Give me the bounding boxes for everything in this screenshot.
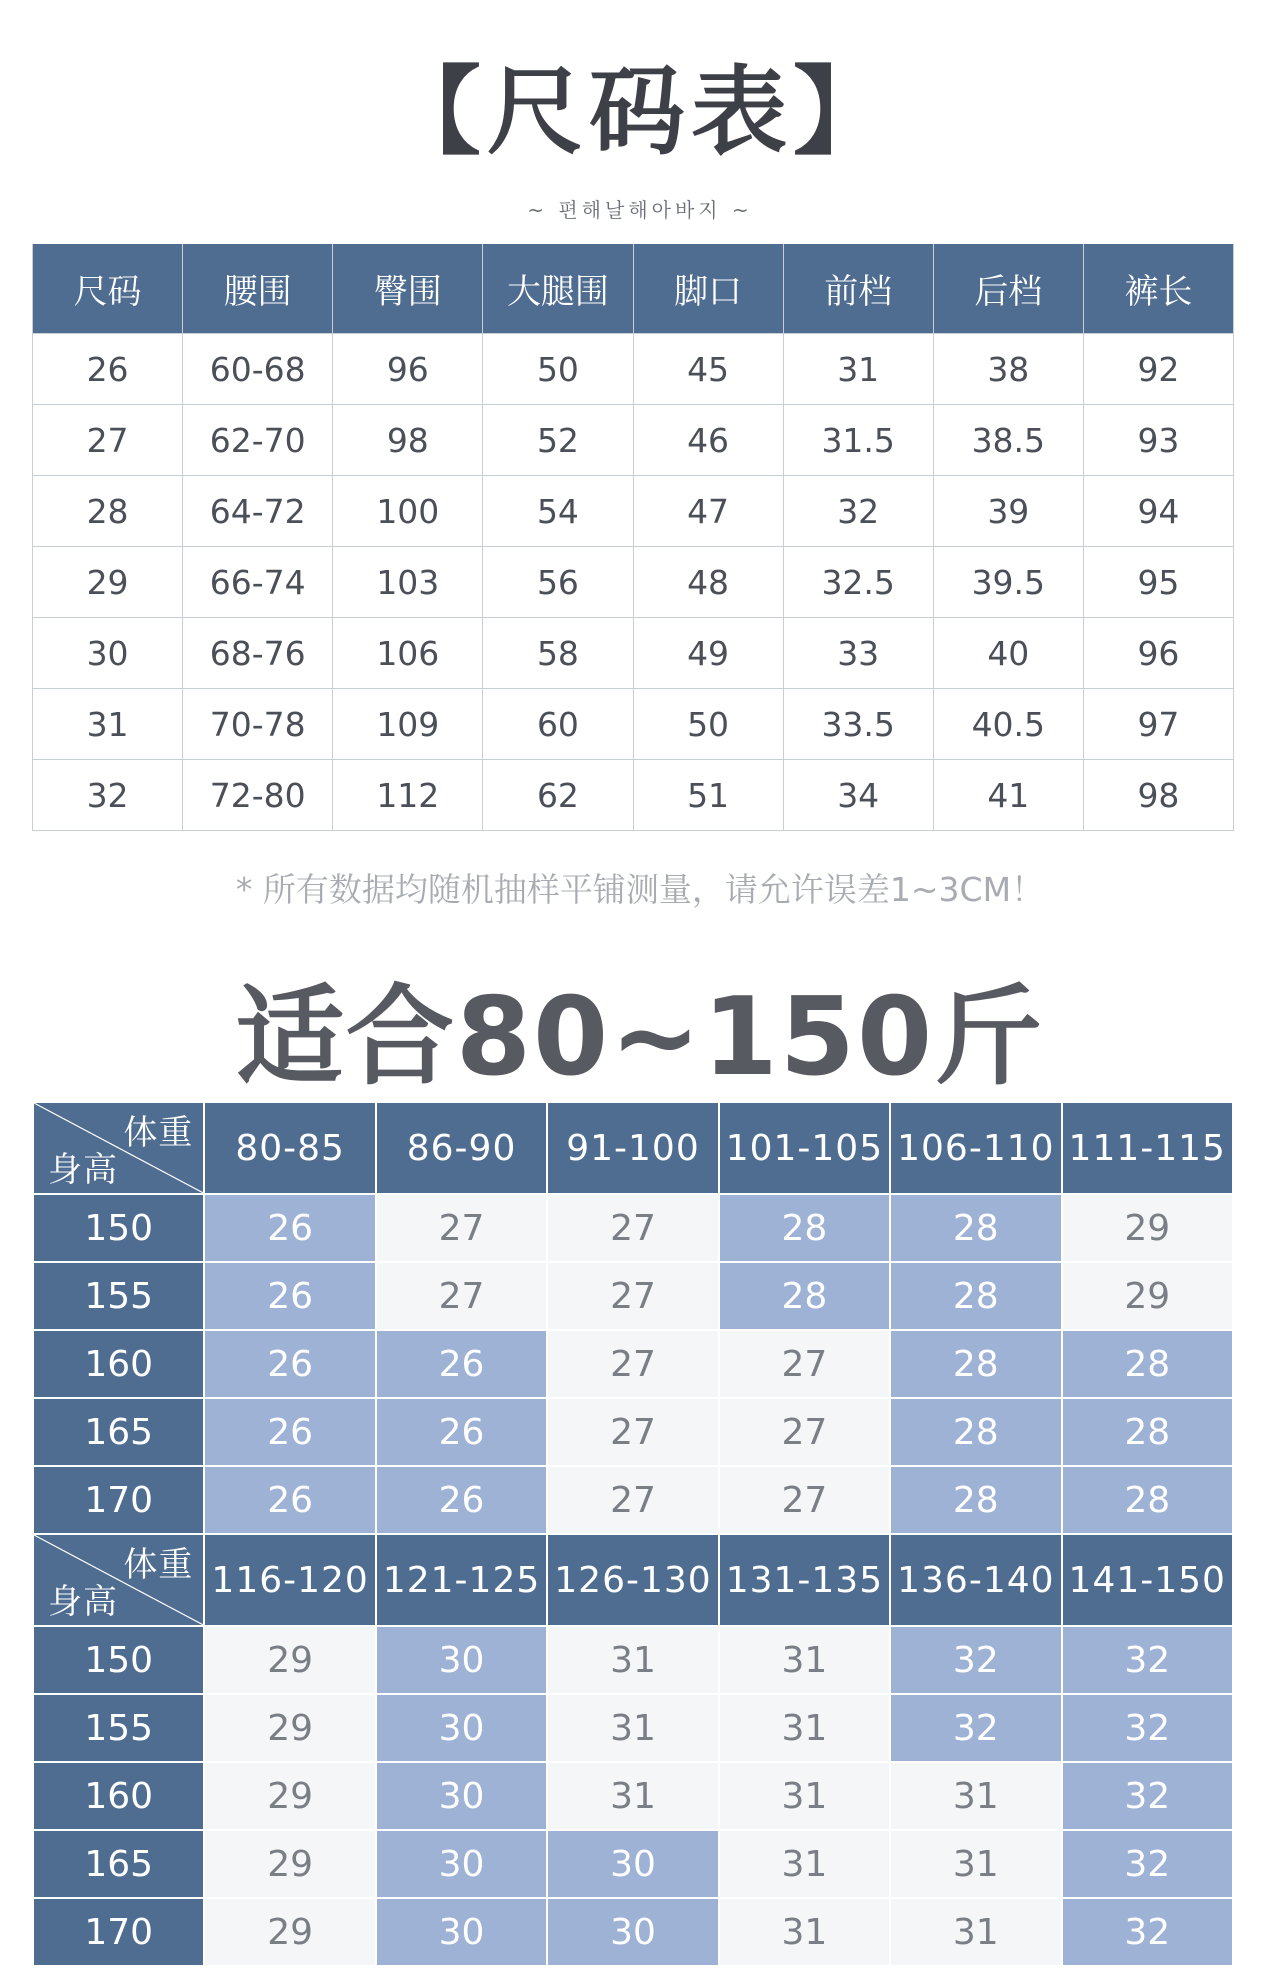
table-row (33, 1466, 1233, 1534)
recommended-size-cell: 28 (890, 1466, 1061, 1534)
recommended-size-cell: 28 (719, 1194, 890, 1262)
recommended-size-cell: 27 (547, 1262, 718, 1330)
table-cell: 50 (633, 689, 783, 760)
table-cell: 106 (333, 618, 483, 689)
table-cell: 96 (333, 334, 483, 405)
recommended-size-cell: 31 (719, 1830, 890, 1898)
table-row (33, 689, 1234, 760)
table-cell: 39 (933, 476, 1083, 547)
header-cell: 臀围 (333, 244, 483, 334)
header-cell: 裤长 (1083, 244, 1233, 334)
recommended-size-cell: 27 (719, 1330, 890, 1398)
recommended-size-cell: 32 (1062, 1830, 1233, 1898)
page-subtitle: ~ 편해날해아바지 ~ (527, 198, 753, 222)
recommended-size-cell: 29 (204, 1762, 375, 1830)
table-cell: 31 (33, 689, 183, 760)
recommended-size-cell: 27 (547, 1398, 718, 1466)
table-cell: 47 (633, 476, 783, 547)
recommended-size-cell: 27 (547, 1466, 718, 1534)
recommended-size-cell: 27 (547, 1330, 718, 1398)
recommended-size-cell: 32 (1062, 1626, 1233, 1694)
recommended-size-cell: 29 (204, 1694, 375, 1762)
table-cell: 41 (933, 760, 1083, 831)
recommended-size-cell: 30 (376, 1898, 547, 1966)
table-cell: 33.5 (783, 689, 933, 760)
recommended-size-cell: 26 (376, 1330, 547, 1398)
weight-range-header: 86-90 (376, 1102, 547, 1194)
table-cell: 49 (633, 618, 783, 689)
table-cell: 46 (633, 405, 783, 476)
recommended-size-cell: 30 (376, 1830, 547, 1898)
table-cell: 58 (483, 618, 633, 689)
recommended-size-cell: 32 (1062, 1694, 1233, 1762)
recommended-size-cell: 27 (376, 1194, 547, 1262)
height-row-header: 155 (33, 1262, 204, 1330)
measurement-note: * 所有数据均随机抽样平铺测量，请允许误差1~3CM！ (235, 870, 1045, 909)
table-cell: 60 (483, 689, 633, 760)
table-cell: 66-74 (183, 547, 333, 618)
recommended-size-cell: 31 (719, 1694, 890, 1762)
recommended-size-cell: 27 (719, 1466, 890, 1534)
header-cell: 大腿围 (483, 244, 633, 334)
header-cell: 后档 (933, 244, 1083, 334)
recommended-size-cell: 26 (204, 1194, 375, 1262)
table-cell: 31.5 (783, 405, 933, 476)
recommended-size-cell: 29 (204, 1626, 375, 1694)
table-cell: 27 (33, 405, 183, 476)
table-cell: 38.5 (933, 405, 1083, 476)
height-axis-label: 身高 (48, 1582, 118, 1622)
height-row-header: 170 (33, 1898, 204, 1966)
height-axis-label: 身高 (48, 1150, 118, 1190)
table-row (33, 618, 1234, 689)
weight-range-header: 136-140 (890, 1534, 1061, 1626)
table-row (33, 476, 1234, 547)
table-row (33, 1262, 1233, 1330)
recommended-size-cell: 31 (719, 1626, 890, 1694)
table-cell: 109 (333, 689, 483, 760)
table-row (33, 1626, 1233, 1694)
height-row-header: 170 (33, 1466, 204, 1534)
table-cell: 93 (1083, 405, 1233, 476)
table-row (33, 1330, 1233, 1398)
recommended-size-cell: 28 (890, 1194, 1061, 1262)
recommended-size-cell: 29 (1062, 1262, 1233, 1330)
recommended-size-cell: 30 (376, 1626, 547, 1694)
table-cell: 62-70 (183, 405, 333, 476)
table-cell: 98 (1083, 760, 1233, 831)
table-cell: 33 (783, 618, 933, 689)
header-cell: 前档 (783, 244, 933, 334)
weight-range-header: 101-105 (719, 1102, 890, 1194)
table-row (33, 1194, 1233, 1262)
height-row-header: 155 (33, 1694, 204, 1762)
recommended-size-cell: 26 (204, 1398, 375, 1466)
weight-axis-label: 体重 (123, 1113, 194, 1153)
height-row-header: 165 (33, 1398, 204, 1466)
table-cell: 51 (633, 760, 783, 831)
recommended-size-cell: 28 (1062, 1398, 1233, 1466)
table-cell: 38 (933, 334, 1083, 405)
table-cell: 95 (1083, 547, 1233, 618)
size-recommendation-table (32, 1101, 1234, 1967)
table-cell: 62 (483, 760, 633, 831)
recommended-size-cell: 26 (204, 1262, 375, 1330)
corner-cell (33, 1102, 204, 1194)
table-cell: 28 (33, 476, 183, 547)
recommended-size-cell: 28 (719, 1262, 890, 1330)
recommended-size-cell: 30 (547, 1898, 718, 1966)
weight-header-row (33, 1102, 1233, 1194)
recommended-size-cell: 26 (376, 1398, 547, 1466)
weight-range-header: 80-85 (204, 1102, 375, 1194)
recommended-size-cell: 31 (890, 1830, 1061, 1898)
table-cell: 40 (933, 618, 1083, 689)
table-row (33, 1398, 1233, 1466)
recommended-size-cell: 26 (376, 1466, 547, 1534)
recommended-size-cell: 26 (204, 1330, 375, 1398)
weight-range-header: 131-135 (719, 1534, 890, 1626)
table-cell: 56 (483, 547, 633, 618)
weight-axis-label: 体重 (123, 1545, 194, 1585)
page-title: 【尺码表】 (385, 56, 895, 168)
weight-range-header: 116-120 (204, 1534, 375, 1626)
recommended-size-cell: 31 (719, 1762, 890, 1830)
table-cell: 72-80 (183, 760, 333, 831)
table-cell: 64-72 (183, 476, 333, 547)
recommended-size-cell: 31 (890, 1762, 1061, 1830)
table-cell: 94 (1083, 476, 1233, 547)
table-cell: 68-76 (183, 618, 333, 689)
table-row (33, 1830, 1233, 1898)
table-cell: 30 (33, 618, 183, 689)
weight-range-header: 141-150 (1062, 1534, 1233, 1626)
recommended-size-cell: 30 (376, 1762, 547, 1830)
table-cell: 103 (333, 547, 483, 618)
height-row-header: 150 (33, 1626, 204, 1694)
recommended-size-cell: 31 (719, 1898, 890, 1966)
recommended-size-cell: 30 (547, 1830, 718, 1898)
weight-range-header: 111-115 (1062, 1102, 1233, 1194)
recommended-size-cell: 30 (376, 1694, 547, 1762)
header-cell: 脚口 (633, 244, 783, 334)
recommended-size-cell: 29 (204, 1898, 375, 1966)
table-cell: 70-78 (183, 689, 333, 760)
table-row (33, 334, 1234, 405)
height-row-header: 165 (33, 1830, 204, 1898)
recommended-size-cell: 26 (204, 1466, 375, 1534)
recommended-size-cell: 29 (204, 1830, 375, 1898)
weight-range-header: 106-110 (890, 1102, 1061, 1194)
table-cell: 45 (633, 334, 783, 405)
table-cell: 32.5 (783, 547, 933, 618)
table-row (33, 760, 1234, 831)
table-row (33, 1694, 1233, 1762)
size-chart-table (32, 244, 1234, 831)
recommended-size-cell: 28 (890, 1262, 1061, 1330)
table-row (33, 405, 1234, 476)
table-cell: 48 (633, 547, 783, 618)
recommended-size-cell: 31 (890, 1898, 1061, 1966)
table-cell: 98 (333, 405, 483, 476)
recommended-size-cell: 32 (890, 1626, 1061, 1694)
recommended-size-cell: 27 (547, 1194, 718, 1262)
recommended-size-cell: 32 (1062, 1762, 1233, 1830)
fit-range-title: 适合80~150斤 (235, 975, 1045, 1100)
table-cell: 29 (33, 547, 183, 618)
table-cell: 96 (1083, 618, 1233, 689)
recommended-size-cell: 31 (547, 1762, 718, 1830)
table-cell: 112 (333, 760, 483, 831)
recommended-size-cell: 31 (547, 1694, 718, 1762)
header-cell: 尺码 (33, 244, 183, 334)
recommended-size-cell: 28 (890, 1398, 1061, 1466)
recommended-size-cell: 32 (890, 1694, 1061, 1762)
table-cell: 54 (483, 476, 633, 547)
height-row-header: 160 (33, 1330, 204, 1398)
corner-cell (33, 1534, 204, 1626)
table-cell: 26 (33, 334, 183, 405)
table-cell: 31 (783, 334, 933, 405)
recommended-size-cell: 27 (376, 1262, 547, 1330)
table-cell: 39.5 (933, 547, 1083, 618)
height-row-header: 160 (33, 1762, 204, 1830)
table-cell: 52 (483, 405, 633, 476)
header-cell: 腰围 (183, 244, 333, 334)
table-row (33, 1762, 1233, 1830)
table-cell: 100 (333, 476, 483, 547)
recommended-size-cell: 32 (1062, 1898, 1233, 1966)
table-cell: 34 (783, 760, 933, 831)
table-cell: 32 (33, 760, 183, 831)
table-cell: 97 (1083, 689, 1233, 760)
recommended-size-cell: 28 (890, 1330, 1061, 1398)
table-row (33, 547, 1234, 618)
table-row (33, 1898, 1233, 1966)
recommended-size-cell: 28 (1062, 1330, 1233, 1398)
size-chart-header-row (33, 244, 1234, 334)
table-cell: 60-68 (183, 334, 333, 405)
recommended-size-cell: 31 (547, 1626, 718, 1694)
table-cell: 50 (483, 334, 633, 405)
recommended-size-cell: 27 (719, 1398, 890, 1466)
weight-range-header: 121-125 (376, 1534, 547, 1626)
weight-range-header: 126-130 (547, 1534, 718, 1626)
recommended-size-cell: 29 (1062, 1194, 1233, 1262)
recommended-size-cell: 28 (1062, 1466, 1233, 1534)
height-row-header: 150 (33, 1194, 204, 1262)
weight-range-header: 91-100 (547, 1102, 718, 1194)
table-cell: 40.5 (933, 689, 1083, 760)
weight-header-row (33, 1534, 1233, 1626)
table-cell: 32 (783, 476, 933, 547)
table-cell: 92 (1083, 334, 1233, 405)
